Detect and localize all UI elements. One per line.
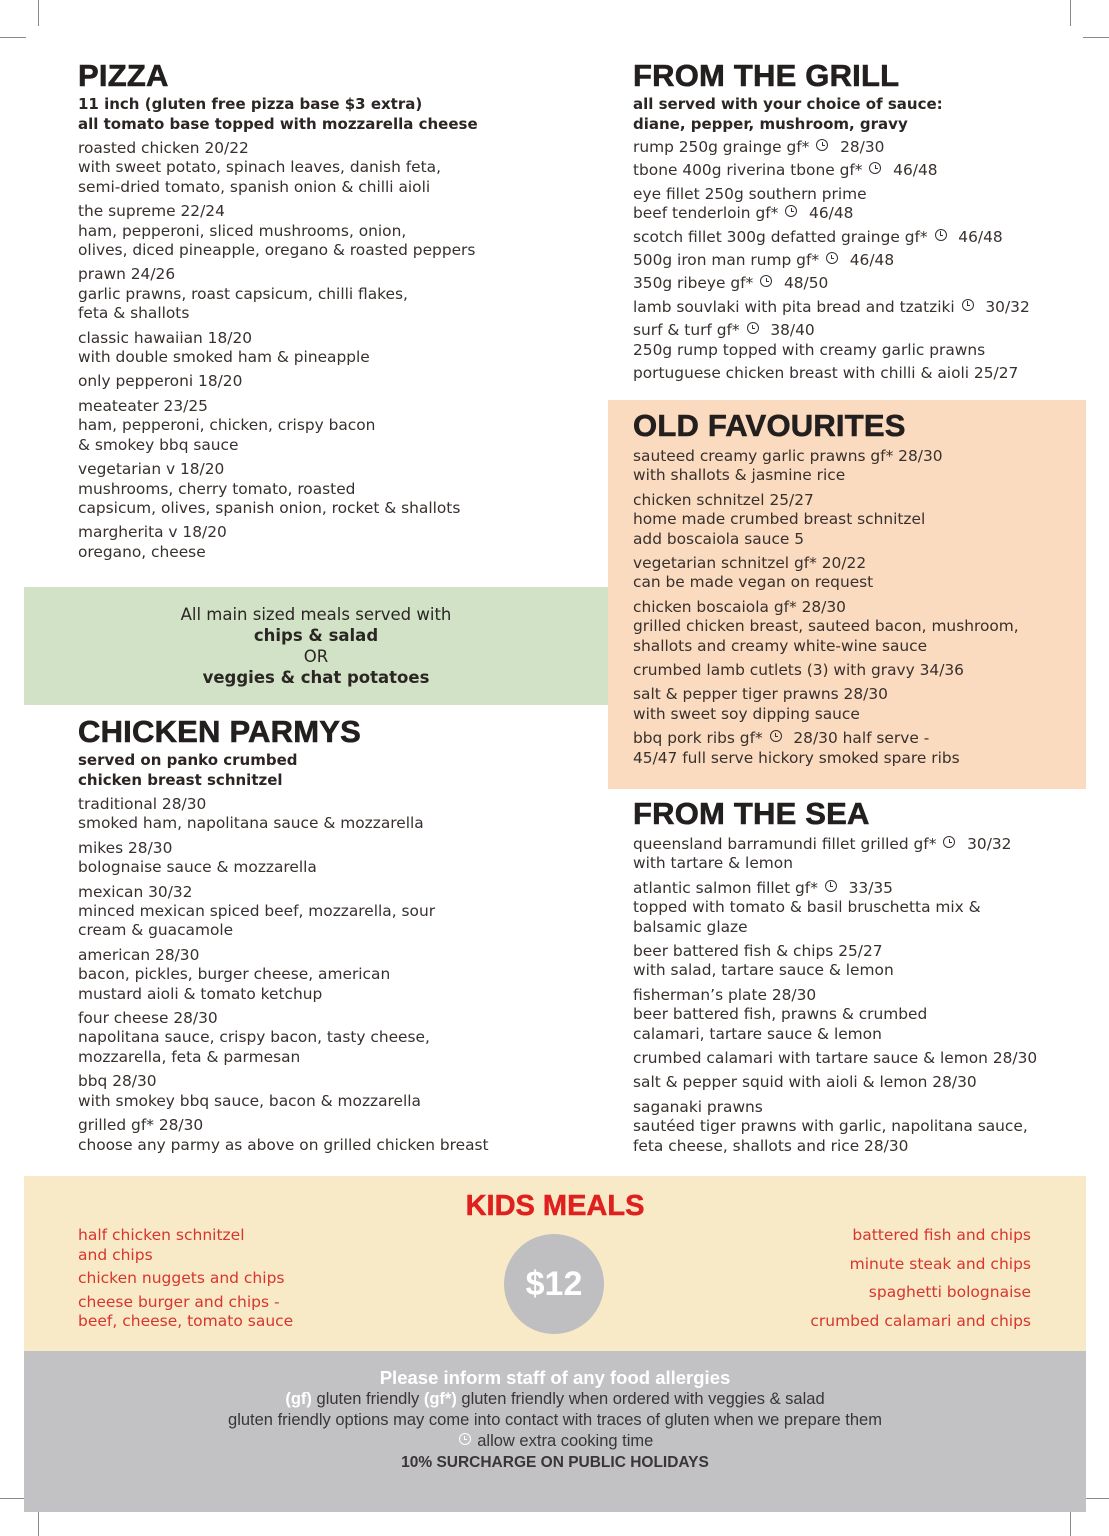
- kids-meal-text: chicken nuggets and chips: [78, 1269, 285, 1287]
- crop-mark: [0, 1498, 26, 1499]
- gluten-legend: (gf) gluten friendly (gf*) gluten friendly when ordered with veggies & salad: [285, 1390, 825, 1408]
- menu-item-name: roasted chicken 20/22: [78, 139, 249, 157]
- menu-item-price: 28/30: [840, 138, 885, 156]
- menu-item: [633, 1049, 1073, 1068]
- menu-list: [633, 835, 1073, 1156]
- kids-meal-text: and chips: [78, 1245, 153, 1264]
- kids-list-right: [810, 1226, 1031, 1340]
- pizza-section: [78, 60, 598, 562]
- menu-item-name-line: [633, 138, 1073, 157]
- menu-item-description: mushrooms, cherry tomato, roasted: [78, 479, 356, 498]
- menu-item: [633, 879, 1073, 937]
- menu-item-price: 48/50: [783, 274, 829, 293]
- menu-item-name: surf & turf gf*: [633, 321, 740, 340]
- menu-item-description: home made crumbed breast schnitzel: [633, 510, 926, 529]
- kids-meals-section: [24, 1176, 1086, 1351]
- menu-item: [78, 1072, 598, 1111]
- menu-item-name-line: [633, 321, 1073, 340]
- menu-item-description: garlic prawns, roast capsicum, chilli flakes,: [78, 284, 408, 303]
- menu-item-price: 46/48: [809, 204, 854, 223]
- menu-item-description: sautéed tiger prawns with garlic, napolitana sauce,: [633, 1117, 1028, 1136]
- kids-meal-text: half chicken schnitzel: [78, 1226, 245, 1244]
- menu-item-name: 350g ribeye gf*: [633, 274, 754, 293]
- menu-item-name: beef tenderloin gf*: [633, 204, 779, 223]
- menu-item: [633, 835, 1073, 874]
- menu-item-price: 30/32: [985, 297, 1030, 316]
- menu-item-description: oregano, cheese: [78, 542, 206, 561]
- menu-item-description: smoked ham, napolitana sauce & mozzarella: [78, 814, 424, 833]
- menu-item-name: atlantic salmon fillet gf*: [633, 878, 818, 897]
- menu-item-description: ham, pepperoni, sliced mushrooms, onion,: [78, 221, 407, 240]
- menu-item: [78, 202, 598, 260]
- menu-item: [633, 364, 1073, 383]
- menu-item: [633, 1098, 1073, 1156]
- menu-item-name: prawn 24/26: [78, 265, 176, 284]
- menu-list: [78, 795, 598, 1155]
- section-title: PIZZA: [78, 58, 169, 93]
- chicken-parmys-section: [78, 716, 598, 1155]
- menu-item-description: minced mexican spiced beef, mozzarella, sour: [78, 902, 436, 921]
- menu-item-name: meateater 23/25: [78, 396, 208, 415]
- section-subtitle: diane, pepper, mushroom, gravy: [633, 115, 908, 133]
- clock-icon: [816, 139, 828, 151]
- menu-item-name-line: [633, 251, 1073, 270]
- menu-item-description: beer battered fish, prawns & crumbed: [633, 1005, 928, 1024]
- menu-item-name: salt & pepper squid with aioli & lemon 28/30: [633, 1073, 977, 1092]
- menu-item: [633, 491, 1073, 549]
- menu-item-description: bolognaise sauce & mozzarella: [78, 858, 317, 877]
- clock-icon: [770, 730, 782, 742]
- menu-item: [633, 685, 1073, 724]
- menu-item-name: classic hawaiian 18/20: [78, 328, 253, 347]
- menu-item-name: chicken schnitzel 25/27: [633, 490, 814, 509]
- clock-icon: [747, 322, 759, 334]
- menu-item-name-line: [633, 298, 1073, 317]
- menu-item-description: shallots and creamy white-wine sauce: [633, 636, 928, 655]
- menu-item-description: choose any parmy as above on grilled chicken breast: [78, 1135, 489, 1154]
- section-title: FROM THE GRILL: [633, 58, 900, 93]
- menu-item-name: rump 250g grainge gf*: [633, 138, 810, 156]
- menu-item-name: bbq 28/30: [78, 1072, 157, 1091]
- clock-icon: [825, 880, 837, 892]
- menu-list: [633, 447, 1073, 724]
- menu-item-name: vegetarian schnitzel gf* 20/22: [633, 554, 867, 573]
- menu-item-description: cream & guacamole: [78, 921, 234, 940]
- menu-item: [78, 795, 598, 834]
- menu-item-description: balsamic glaze: [633, 917, 748, 936]
- section-subtitle: all served with your choice of sauce:: [633, 95, 943, 113]
- menu-item: [633, 986, 1073, 1044]
- menu-list: [78, 139, 598, 562]
- menu-item: [78, 883, 598, 941]
- menu-item: [633, 942, 1073, 981]
- menu-item-name: fisherman’s plate 28/30: [633, 985, 817, 1004]
- sides-info-box: [24, 587, 608, 705]
- menu-item: [78, 329, 598, 368]
- menu-item: [78, 460, 598, 518]
- menu-item: [633, 729, 1073, 768]
- allergy-footer: [24, 1351, 1086, 1512]
- section-subtitle: all tomato base topped with mozzarella cheese: [78, 115, 478, 133]
- menu-item-price: 30/32: [967, 835, 1012, 853]
- menu-item: [633, 138, 1073, 157]
- menu-item-description: 45/47 full serve hickory smoked spare ribs: [633, 748, 960, 767]
- sides-or: OR: [303, 647, 329, 666]
- menu-item-name-line: [633, 835, 1073, 854]
- clock-icon: [760, 275, 772, 287]
- menu-item: [78, 265, 598, 323]
- menu-item-description: add boscaiola sauce 5: [633, 529, 805, 548]
- menu-item-name: crumbed lamb cutlets (3) with gravy 34/36: [633, 661, 964, 680]
- menu-item-name-line: [633, 274, 1073, 293]
- clock-icon: [935, 229, 947, 241]
- menu-item-name: salt & pepper tiger prawns 28/30: [633, 685, 888, 704]
- menu-item-name: tbone 400g riverina tbone gf*: [633, 161, 863, 180]
- kids-meal-item: battered fish and chips: [852, 1226, 1031, 1244]
- menu-item-description: grilled chicken breast, sauteed bacon, mushroom,: [633, 617, 1019, 636]
- sides-option: veggies & chat potatoes: [202, 668, 430, 687]
- menu-item: [78, 397, 598, 455]
- menu-item-description: feta & shallots: [78, 304, 190, 323]
- menu-item-name: the supreme 22/24: [78, 202, 225, 221]
- clock-icon: [869, 162, 881, 174]
- crop-mark: [38, 0, 39, 26]
- menu-item: [633, 598, 1073, 656]
- kids-meal-item: spaghetti bolognaise: [868, 1283, 1031, 1301]
- crop-mark: [38, 1510, 39, 1536]
- menu-item-price: 46/48: [893, 161, 938, 180]
- menu-item-description: mozzarella, feta & parmesan: [78, 1047, 301, 1066]
- menu-item-description: with sweet potato, spinach leaves, danish feta,: [78, 158, 441, 177]
- menu-item: [78, 139, 598, 197]
- menu-item-price: 28/30 half serve -: [793, 729, 930, 748]
- clock-icon: [785, 205, 797, 217]
- menu-item: [633, 447, 1073, 486]
- menu-item-description: & smokey bbq sauce: [78, 435, 239, 454]
- gluten-warning: gluten friendly options may come into contact with traces of gluten when we prepare them: [228, 1411, 882, 1429]
- surcharge-notice: 10% SURCHARGE ON PUBLIC HOLIDAYS: [401, 1454, 709, 1471]
- menu-item-name: four cheese 28/30: [78, 1009, 218, 1028]
- menu-item-description: ham, pepperoni, chicken, crispy bacon: [78, 416, 376, 435]
- menu-item-description: feta cheese, shallots and rice 28/30: [633, 1136, 909, 1155]
- menu-item: [633, 274, 1073, 293]
- menu-item-name: 500g iron man rump gf*: [633, 251, 820, 270]
- kids-meal-item: [78, 1269, 293, 1289]
- clock-icon: [826, 252, 838, 264]
- menu-item: [633, 321, 1073, 360]
- section-subtitle: served on panko crumbed: [78, 751, 298, 769]
- menu-item: [633, 1073, 1073, 1092]
- clock-icon: [943, 836, 955, 848]
- menu-item-name: american 28/30: [78, 945, 200, 964]
- menu-item-price: 46/48: [958, 227, 1003, 246]
- clock-icon: [962, 299, 974, 311]
- menu-item-name: mexican 30/32: [78, 882, 193, 901]
- menu-item-description: with shallots & jasmine rice: [633, 466, 846, 485]
- crop-mark: [1083, 37, 1109, 38]
- menu-item-description: topped with tomato & basil bruschetta mix &: [633, 898, 981, 917]
- clock-icon: [459, 1433, 471, 1445]
- menu-item-description: napolitana sauce, crispy bacon, tasty cheese,: [78, 1028, 430, 1047]
- from-the-sea-section: [633, 798, 1073, 1156]
- allergy-title: Please inform staff of any food allergies: [379, 1367, 731, 1388]
- menu-list: [633, 138, 1073, 360]
- menu-item: [633, 661, 1073, 680]
- menu-item-name: beer battered fish & chips 25/27: [633, 942, 883, 961]
- kids-list-left: [78, 1226, 293, 1336]
- menu-item-name: bbq pork ribs gf*: [633, 729, 763, 748]
- menu-item: [78, 372, 598, 391]
- menu-item-description: olives, diced pineapple, oregano & roasted peppers: [78, 241, 476, 260]
- menu-item: [78, 946, 598, 1004]
- kids-meal-item: [78, 1226, 293, 1265]
- menu-item: [78, 1009, 598, 1067]
- menu-item-description: 250g rump topped with creamy garlic prawns: [633, 340, 986, 359]
- menu-item-name: queensland barramundi fillet grilled gf*: [633, 835, 937, 853]
- menu-item-name: chicken boscaiola gf* 28/30: [633, 597, 846, 616]
- sides-intro: All main sized meals served with: [180, 605, 452, 624]
- menu-item-name: mikes 28/30: [78, 838, 173, 857]
- kids-meal-text: beef, cheese, tomato sauce: [78, 1312, 294, 1330]
- menu-item-description: can be made vegan on request: [633, 573, 874, 592]
- menu-item-name: crumbed calamari with tartare sauce & lemon 28/30: [633, 1049, 1038, 1068]
- section-title: CHICKEN PARMYS: [78, 714, 361, 749]
- old-favourites-section: [633, 410, 1073, 768]
- menu-item: [633, 251, 1073, 270]
- menu-item-name: grilled gf* 28/30: [78, 1116, 204, 1135]
- kids-meal-item: crumbed calamari and chips: [810, 1311, 1031, 1330]
- menu-item: [78, 839, 598, 878]
- menu-item: [633, 228, 1073, 247]
- menu-item: [633, 298, 1073, 317]
- menu-item-name: portuguese chicken breast with chilli & aioli 25/27: [633, 364, 1019, 383]
- section-title: OLD FAVOURITES: [633, 408, 906, 443]
- menu-item-name-line: [633, 161, 1073, 180]
- menu-item-description: with tartare & lemon: [633, 854, 793, 873]
- crop-mark: [0, 37, 26, 38]
- menu-item-name: sauteed creamy garlic prawns gf* 28/30: [633, 447, 943, 465]
- menu-item-name: eye fillet 250g southern prime: [633, 184, 867, 203]
- menu-item-name: scotch fillet 300g defatted grainge gf*: [633, 227, 928, 246]
- kids-meal-item: minute steak and chips: [849, 1254, 1031, 1273]
- menu-item-name: margherita v 18/20: [78, 523, 227, 542]
- kids-price-badge: $12: [504, 1234, 604, 1334]
- menu-item-description: capsicum, olives, spanish onion, rocket & shallots: [78, 498, 461, 517]
- menu-item-name-line: [633, 204, 1073, 223]
- crop-mark: [1070, 0, 1071, 26]
- kids-title: KIDS MEALS: [465, 1190, 645, 1222]
- menu-item-name: saganaki prawns: [633, 1097, 763, 1116]
- crop-mark: [1070, 1510, 1071, 1536]
- menu-item: [78, 1116, 598, 1155]
- menu-item-description: semi-dried tomato, spanish onion & chilli aioli: [78, 177, 431, 196]
- sides-option: chips & salad: [253, 626, 379, 645]
- menu-item-description: bacon, pickles, burger cheese, american: [78, 965, 391, 984]
- crop-mark: [1083, 1498, 1109, 1499]
- menu-item-name: lamb souvlaki with pita bread and tzatziki: [633, 297, 955, 316]
- menu-item: [633, 554, 1073, 593]
- menu-item-name: only pepperoni 18/20: [78, 372, 243, 391]
- kids-meal-item: [78, 1293, 293, 1332]
- cooking-time-legend: allow extra cooking time: [24, 1431, 1086, 1452]
- grill-section: [633, 60, 1073, 383]
- menu-item-description: with sweet soy dipping sauce: [633, 704, 860, 723]
- menu-item-name: traditional 28/30: [78, 795, 207, 813]
- section-title: FROM THE SEA: [633, 796, 870, 831]
- section-subtitle: 11 inch (gluten free pizza base $3 extra): [78, 95, 423, 113]
- menu-item-name-line: [633, 228, 1073, 247]
- menu-item-description: calamari, tartare sauce & lemon: [633, 1024, 882, 1043]
- menu-item-description: mustard aioli & tomato ketchup: [78, 984, 323, 1003]
- section-subtitle: chicken breast schnitzel: [78, 771, 283, 789]
- menu-item-price: 33/35: [848, 878, 893, 897]
- menu-item-name: vegetarian v 18/20: [78, 460, 225, 479]
- menu-item-name-line: [633, 879, 1073, 898]
- menu-item: [633, 161, 1073, 180]
- menu-item-description: with double smoked ham & pineapple: [78, 348, 370, 367]
- kids-meal-text: cheese burger and chips -: [78, 1292, 280, 1311]
- menu-item: [633, 185, 1073, 224]
- menu-item: [78, 523, 598, 562]
- menu-item-description: with salad, tartare sauce & lemon: [633, 961, 894, 980]
- menu-item-description: with smokey bbq sauce, bacon & mozzarella: [78, 1091, 421, 1110]
- menu-item-price: 46/48: [849, 251, 895, 270]
- menu-item-price: 38/40: [770, 321, 815, 340]
